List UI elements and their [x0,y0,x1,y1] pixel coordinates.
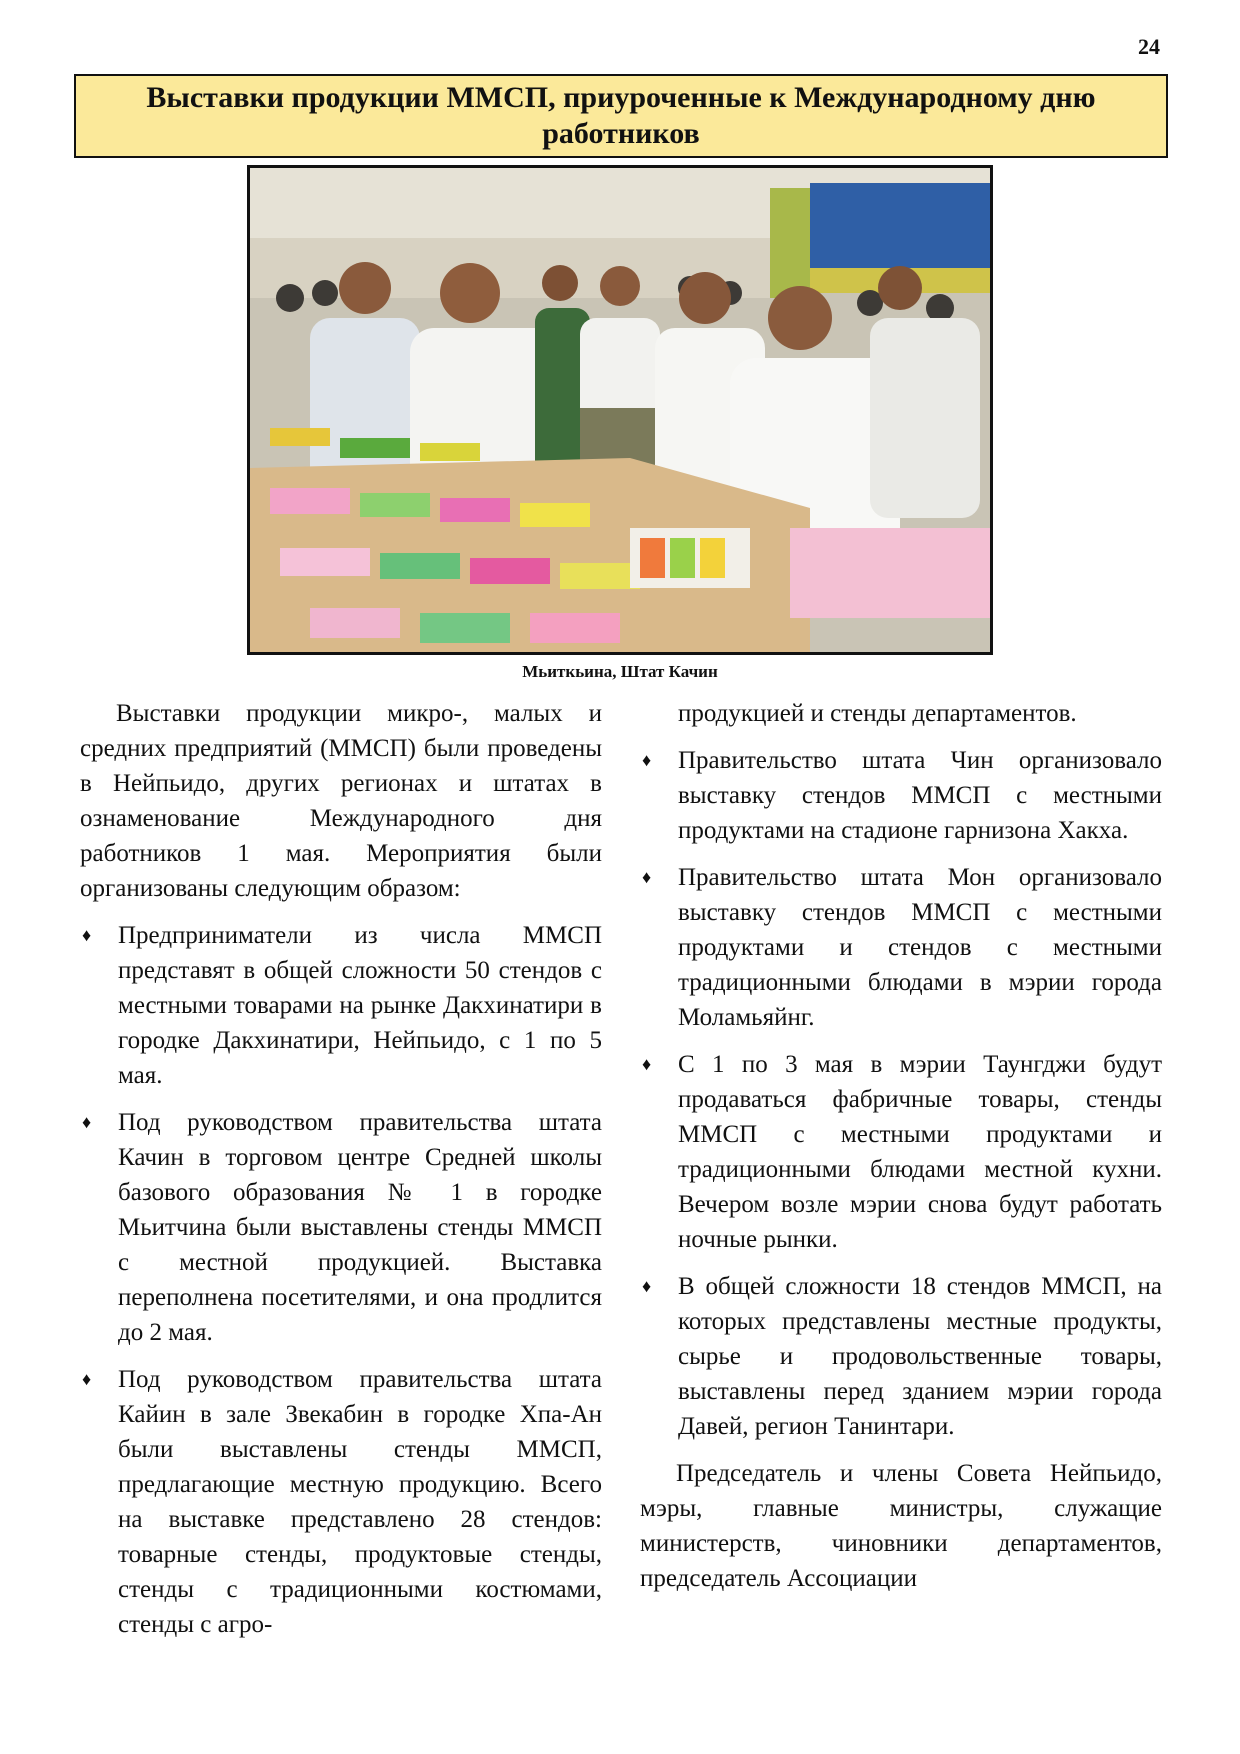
page-title: Выставки продукции ММСП, приуроченные к Международному дню работников [146,81,1096,150]
closing-paragraph: Председатель и члены Совета Нейпьидо, мэры, главные министры, служащие министерств, чиновники департаментов, председатель Ассоциации [640,1460,1162,1592]
list-item: ♦ Правительство штата Чин организовало выставку стендов ММСП с местными продуктами на стадионе гарнизона Хакха. [640,743,1162,848]
continued-list-item: продукцией и стенды департаментов. [678,700,1077,727]
intro-paragraph: Выставки продукции микро-, малых и средних предприятий (ММСП) были проведены в Нейпьидо, других регионах и штатах в ознаменование Международного дня работников 1 мая. Мероприятия были организованы следующим образом: [80,700,602,902]
exhibition-photo-illustration [250,168,990,652]
list-item: ♦ В общей сложности 18 стендов ММСП, на которых представлены местные продукты, сырье и продовольственные товары, выставлены перед зданием мэрии города Давей, регион Танинтари. [640,1269,1162,1444]
right-bullet-list [640,743,1162,1444]
list-item: ♦ Предприниматели из числа ММСП представят в общей сложности 50 стендов с местными товарами на рынке Дакхинатири в городке Дакхинатири, Нейпьидо, с 1 по 5 мая. [80,918,602,1093]
photo-caption: Мьиткьина, Штат Качин [522,662,718,681]
list-item: ♦ Под руководством правительства штата Кайин в зале Звекабин в городке Хпа-Ан были выставлены стенды ММСП, предлагающие местную продукцию. Всего на выставке представлено 28 стендов: товарные стенды, продуктовые стенды, стенды с традиционными костюмами, стенды с агро- [80,1362,602,1642]
event-photo [247,165,993,655]
list-item: ♦ Под руководством правительства штата Качин в торговом центре Средней школы базового образования № 1 в городке Мьитчина были выставлены стенды ММСП с местной продукцией. Выставка переполнена посетителями, и она продлится до 2 мая. [80,1105,602,1350]
right-column [640,696,1162,1608]
left-bullet-list [80,918,602,1642]
list-item: ♦ С 1 по 3 мая в мэрии Таунгджи будут продаваться фабричные товары, стенды ММСП с местными продуктами и традиционными блюдами местной кухни. Вечером возле мэрии снова будут работать ночные рынки. [640,1047,1162,1257]
left-column [80,696,602,1654]
title-banner [74,74,1168,158]
page-number: 24 [1138,34,1160,59]
list-item: ♦ Правительство штата Мон организовало выставку стендов ММСП с местными продуктами и стендов с местными традиционными блюдами в мэрии города Моламьяйнг. [640,860,1162,1035]
